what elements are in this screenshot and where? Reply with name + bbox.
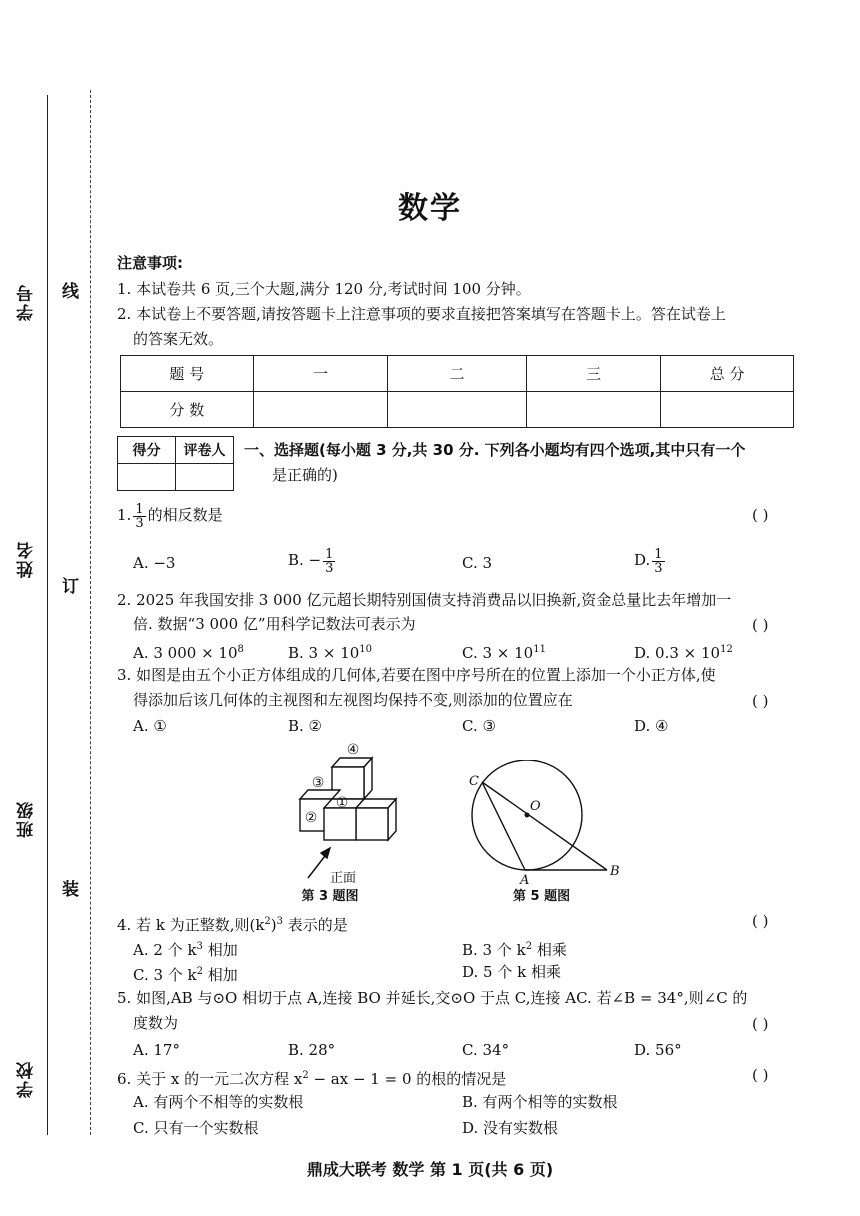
q1-prefix: 1.: [117, 506, 132, 524]
front-arrow-head: [321, 848, 330, 858]
segment-ca: [482, 782, 525, 870]
q5-option-c: C. 34°: [462, 1041, 510, 1059]
center-point: [525, 813, 530, 818]
q4-c-post: 相加: [203, 966, 238, 984]
q6-stem-a: 6. 关于 x 的一元二次方程 x: [117, 1070, 303, 1088]
q4-c-pre: C. 3 个 k: [133, 966, 197, 984]
name-label: 姓名: [17, 540, 37, 578]
grader-score-cell: [118, 464, 176, 491]
score-cell: [253, 392, 388, 428]
q1-fraction: [133, 503, 145, 530]
margin-dash-line: [90, 90, 91, 1135]
q4-b-post: 相乘: [532, 941, 567, 959]
q2-b-exp: 10: [359, 644, 373, 655]
q4-a-pre: A. 2 个 k: [133, 941, 197, 959]
q4-stem-c: 表示的是: [283, 916, 348, 934]
q4-option-c: [133, 962, 238, 985]
q3-answer-paren: ( ): [752, 692, 769, 710]
q1-b-prefix: B. −: [288, 551, 322, 569]
exam-title: 数学: [398, 191, 462, 226]
fig3-mark-3: ③: [311, 775, 325, 791]
q6-option-d: D. 没有实数根: [462, 1119, 559, 1137]
q4-option-d: D. 5 个 k 相乘: [462, 963, 561, 981]
score-table-header-label: 题 号: [121, 356, 254, 392]
q3-option-c: C. ③: [462, 717, 496, 735]
margin-line-left: [47, 95, 48, 1135]
q2-line-2: 倍. 数据“3 000 亿”用科学记数法可表示为: [133, 615, 416, 633]
segment-cb: [482, 782, 607, 870]
score-table-col-2: 二: [388, 356, 527, 392]
score-table-col-1: 一: [253, 356, 388, 392]
q2-a-text: A. 3 000 × 10: [133, 644, 238, 662]
q6-option-a: A. 有两个不相等的实数根: [133, 1093, 304, 1111]
q2-d-text: D. 0.3 × 10: [634, 644, 721, 662]
q3-line-2: 得添加后该几何体的主视图和左视图均保持不变,则添加的位置应在: [133, 691, 573, 709]
margin-mark-fold: 装: [58, 880, 78, 899]
cube-back-top: [300, 790, 340, 799]
q5-option-d: D. 56°: [634, 1041, 682, 1059]
label-c: C: [469, 774, 479, 789]
fig3-mark-2: ②: [304, 810, 318, 826]
q4-a-sup: 3: [196, 941, 203, 952]
q1-den: 3: [135, 515, 144, 531]
figure-5-circle: [465, 760, 635, 905]
note-item-1: 1. 本试卷共 6 页,三个大题,满分 120 分,考试时间 100 分钟。: [117, 280, 531, 298]
q5-answer-paren: ( ): [752, 1015, 769, 1033]
q3-line-1: 3. 如图是由五个小正方体组成的几何体,若要在图中序号所在的位置上添加一个小正方体,使: [117, 666, 716, 684]
margin-mark-line: 线: [58, 282, 78, 301]
label-b: B: [610, 864, 620, 879]
q4-c-sup: 2: [196, 966, 204, 977]
q1-d-num: 1: [654, 546, 663, 562]
q2-line-1: 2. 2025 年我国安排 3 000 亿元超长期特别国债支持消费品以旧换新,资金总量比去年增加一: [117, 591, 732, 609]
q4-answer-paren: ( ): [752, 912, 769, 930]
q1-option-d: [634, 545, 667, 575]
q4-sup-2: 2: [264, 916, 271, 927]
q5-option-b: B. 28°: [288, 1041, 336, 1059]
score-table-col-total: 总 分: [661, 356, 794, 392]
q2-c-exp: 11: [533, 644, 546, 655]
q4-sup-3: 3: [276, 916, 284, 927]
q1-d-frac: [652, 548, 664, 575]
label-a: A: [520, 873, 530, 888]
q3-option-a: A. ①: [133, 717, 167, 735]
class-label: 班级: [17, 800, 37, 838]
grader-name-cell: [176, 464, 234, 491]
q4-stem: [117, 912, 348, 935]
score-table-col-3: 三: [526, 356, 661, 392]
q2-answer-paren: ( ): [752, 616, 769, 634]
q1-answer-paren: ( ): [752, 506, 769, 524]
q4-option-a: [133, 937, 238, 960]
q4-b-pre: B. 3 个 k: [462, 941, 526, 959]
cube-mid-front: [324, 808, 356, 840]
page-footer: 鼎成大联考 数学 第 1 页(共 6 页): [306, 1160, 554, 1179]
note-item-2a: 2. 本试卷上不要答题,请按答题卡上注意事项的要求直接把答案填写在答题卡上。答在试卷上: [117, 305, 726, 323]
q4-option-b: [462, 937, 567, 960]
q1-b-frac: [323, 548, 335, 575]
q2-option-a: [133, 640, 244, 663]
q6-option-b: B. 有两个相等的实数根: [462, 1093, 618, 1111]
q5-option-a: A. 17°: [133, 1041, 180, 1059]
q6-sup: 2: [302, 1070, 309, 1081]
q1-option-c: C. 3: [462, 554, 493, 572]
q4-b-sup: 2: [525, 941, 533, 952]
fig3-front-label: 正面: [329, 871, 357, 886]
q6-answer-paren: ( ): [752, 1066, 769, 1084]
student-id-label: 学号: [17, 283, 37, 321]
fig3-caption: 第 3 题图: [301, 889, 359, 904]
q1-d-prefix: D.: [634, 551, 651, 569]
fig3-mark-4: ④: [346, 742, 360, 758]
q6-option-c: C. 只有一个实数根: [133, 1119, 259, 1137]
fig3-mark-1: ①: [335, 795, 349, 811]
q4-stem-b: ): [270, 916, 277, 934]
score-cell: [526, 392, 661, 428]
q1-b-num: 1: [325, 546, 334, 562]
cube-right-front: [356, 808, 388, 840]
q1-num: 1: [135, 501, 144, 517]
section-1-heading-2: 是正确的): [272, 466, 338, 484]
grader-table: [117, 436, 234, 491]
q3-option-d: D. ④: [634, 717, 669, 735]
grader-score-label: 得分: [118, 437, 176, 464]
q1-d-den: 3: [654, 560, 663, 576]
label-o: O: [530, 799, 541, 814]
figure-3-cubes: [290, 740, 410, 905]
q3-option-b: B. ②: [288, 717, 323, 735]
score-cell: [388, 392, 527, 428]
q1-option-b: [288, 545, 337, 575]
margin-mark-bind: 订: [58, 577, 78, 596]
q2-option-b: [288, 640, 372, 663]
score-table: [120, 355, 794, 428]
q6-stem: [117, 1066, 506, 1089]
q1-stem: [117, 500, 223, 530]
q2-option-d: [634, 640, 733, 663]
q2-option-c: [462, 640, 546, 663]
score-table-row-label: 分 数: [121, 392, 254, 428]
fig5-caption: 第 5 题图: [513, 889, 571, 904]
notes-heading: 注意事项:: [117, 254, 183, 272]
q2-b-text: B. 3 × 10: [288, 644, 360, 662]
q1-option-a: A. −3: [133, 554, 176, 572]
q6-stem-b: − ax − 1 = 0 的根的情况是: [308, 1070, 507, 1088]
q5-line-1: 5. 如图,AB 与⊙O 相切于点 A,连接 BO 并延长,交⊙O 于点 C,连接 AC. 若∠B = 34°,则∠C 的: [117, 989, 748, 1007]
section-1-heading: 一、选择题(每小题 3 分,共 30 分. 下列各小题均有四个选项,其中只有一个: [244, 441, 746, 459]
q1-suffix: 的相反数是: [147, 506, 223, 524]
q4-a-post: 相加: [202, 941, 238, 959]
q2-c-text: C. 3 × 10: [462, 644, 534, 662]
score-cell: [661, 392, 794, 428]
q2-d-exp: 12: [720, 644, 733, 655]
grader-name-label: 评卷人: [176, 437, 234, 464]
note-item-2b: 的答案无效。: [133, 330, 224, 348]
q1-b-den: 3: [325, 560, 334, 576]
q5-line-2: 度数为: [133, 1014, 179, 1032]
school-label: 学校: [17, 1060, 37, 1098]
q4-stem-a: 4. 若 k 为正整数,则(k: [117, 916, 265, 934]
q2-a-exp: 8: [237, 644, 244, 655]
